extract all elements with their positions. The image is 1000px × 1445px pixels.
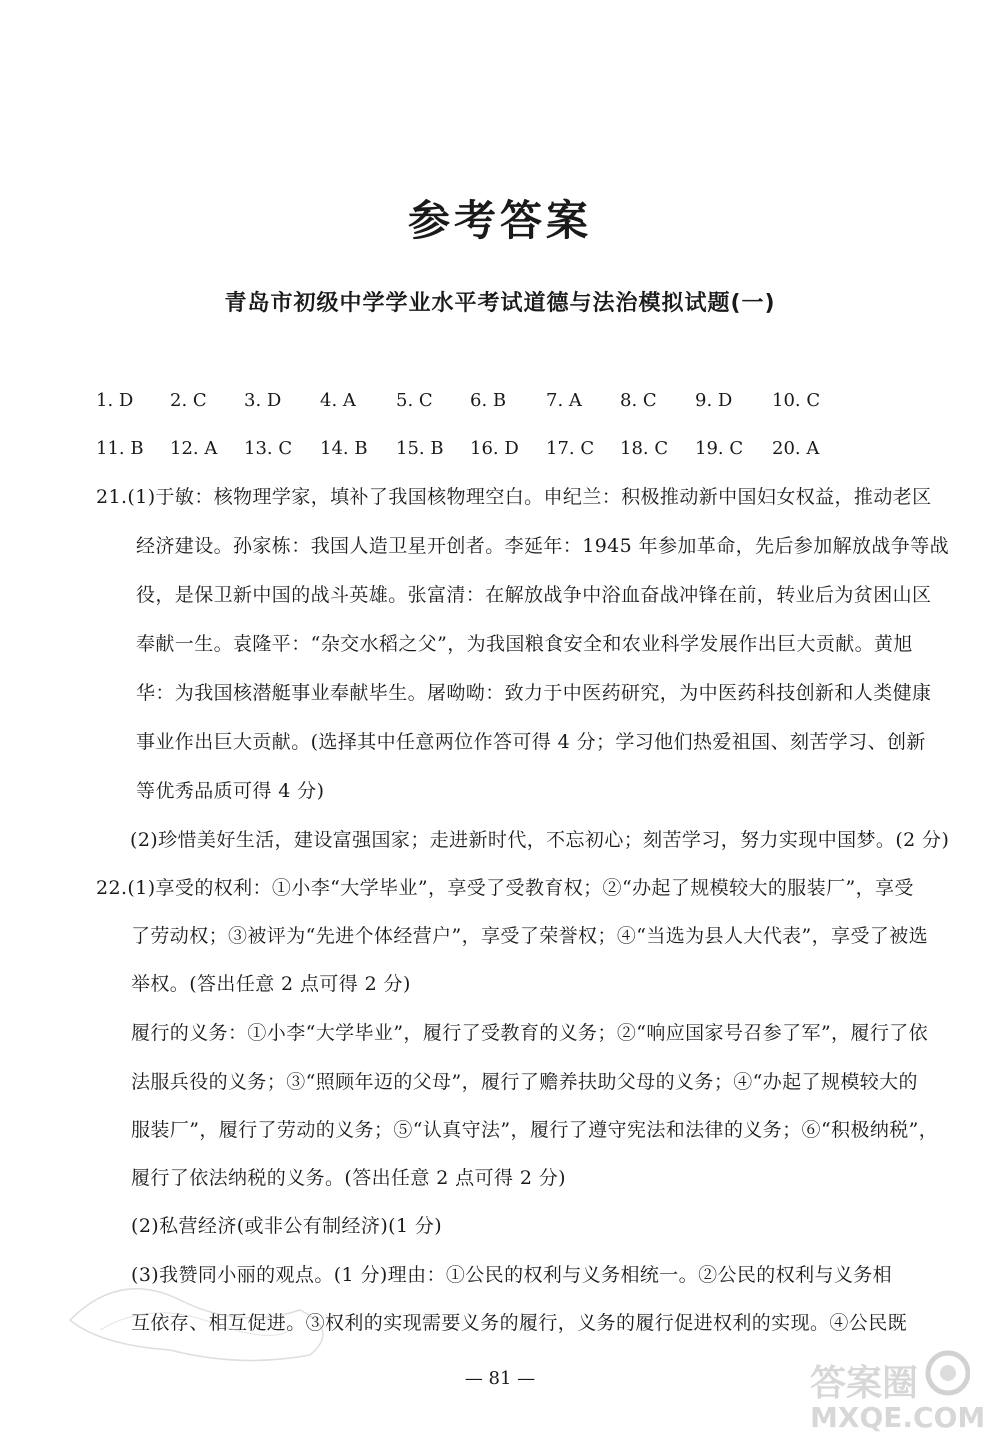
answer-21-part-2: (2)珍惜美好生活，建设富强国家；走进新时代，不忘初心；刻苦学习，努力实现中国梦。(2 分) [130,829,950,851]
mc-answer: 11. B [96,438,144,459]
answer-21-line: 奉献一生。袁隆平：“杂交水稻之父”，为我国粮食安全和农业科学发展作出巨大贡献。黄旭 [136,633,913,655]
answer-21-line: 役，是保卫新中国的战斗英雄。张富清：在解放战争中浴血奋战冲锋在前，转业后为贫困山区 [136,584,932,606]
answer-22-line: 法服兵役的义务；③“照顾年迈的父母”，履行了赡养扶助父母的义务；④“办起了规模较大的 [131,1071,918,1093]
mc-answer: 10. C [772,390,821,411]
mc-answer: 2. C [170,390,207,411]
answer-21-line: 等优秀品质可得 4 分) [136,780,325,802]
mc-answer: 4. A [320,390,356,411]
watermark-url-text: MXQE.COM [810,1401,986,1434]
mc-answer: 14. B [320,438,368,459]
mc-answer: 12. A [170,438,218,459]
mc-answer: 16. D [470,438,519,459]
mc-answer: 13. C [244,438,293,459]
page-number: — 81 — [464,1368,536,1389]
mc-answer: 17. C [546,438,595,459]
mc-answer: 9. D [695,390,733,411]
mc-answer: 8. C [620,390,657,411]
mc-answer: 7. A [546,390,582,411]
answer-22-line: 了劳动权；③被评为“先进个体经营户”，享受了荣誉权；④“当选为县人大代表”，享受了被选 [131,925,929,947]
answer-21-line: 21.(1)于敏：核物理学家，填补了我国核物理空白。申纪兰：积极推动新中国妇女权益，推动老区 [96,486,932,508]
mc-answer: 5. C [396,390,433,411]
watermark-logo [800,1345,986,1435]
mc-answer: 1. D [96,390,134,411]
mc-answer: 20. A [772,438,820,459]
mc-answer: 3. D [244,390,282,411]
answer-22-line: 履行了依法纳税的义务。(答出任意 2 点可得 2 分) [131,1167,566,1189]
mc-answer: 19. C [695,438,744,459]
answer-21-line: 经济建设。孙家栋：我国人造卫星开创者。李延年：1945 年参加革命，先后参加解放战争等战 [136,535,949,557]
answer-21-line: 华：为我国核潜艇事业奉献毕生。屠呦呦：致力于中医药研究，为中医药科技创新和人类健康 [136,682,932,704]
answer-21-line: 事业作出巨大贡献。(选择其中任意两位作答可得 4 分；学习他们热爱祖国、刻苦学习、创新 [136,731,926,753]
answer-22-part-3: (3)我赞同小丽的观点。(1 分)理由：①公民的权利与义务相统一。②公民的权利与义务相 [131,1264,893,1286]
watermark-logo-text: 答案圈 [810,1363,919,1404]
answer-22-line: 举权。(答出任意 2 点可得 2 分) [131,973,411,995]
mc-answer: 18. C [620,438,669,459]
mc-answer: 15. B [396,438,444,459]
answer-22-line: 履行的义务：①小李“大学毕业”，履行了受教育的义务；②“响应国家号召参了军”，履行了依 [131,1022,929,1044]
answer-22-line: 服装厂”，履行了劳动的义务；⑤“认真守法”，履行了遵守宪法和法律的义务；⑥“积极纳税”， [131,1119,939,1141]
answer-22-part-3: 互依存、相互促进。③权利的实现需要义务的履行，义务的履行促进权利的实现。④公民既 [131,1312,908,1334]
answer-22-part-2: (2)私营经济(或非公有制经济)(1 分) [131,1215,443,1237]
answer-22-line: 22.(1)享受的权利：①小李“大学毕业”，享受了受教育权；②“办起了规模较大的服装厂”，享受 [96,877,914,899]
exam-subtitle: 青岛市初级中学学业水平考试道德与法治模拟试题(一) [224,291,776,316]
mc-answer: 6. B [470,390,507,411]
page-title: 参考答案 [407,196,592,245]
scan-stain [60,1250,360,1370]
